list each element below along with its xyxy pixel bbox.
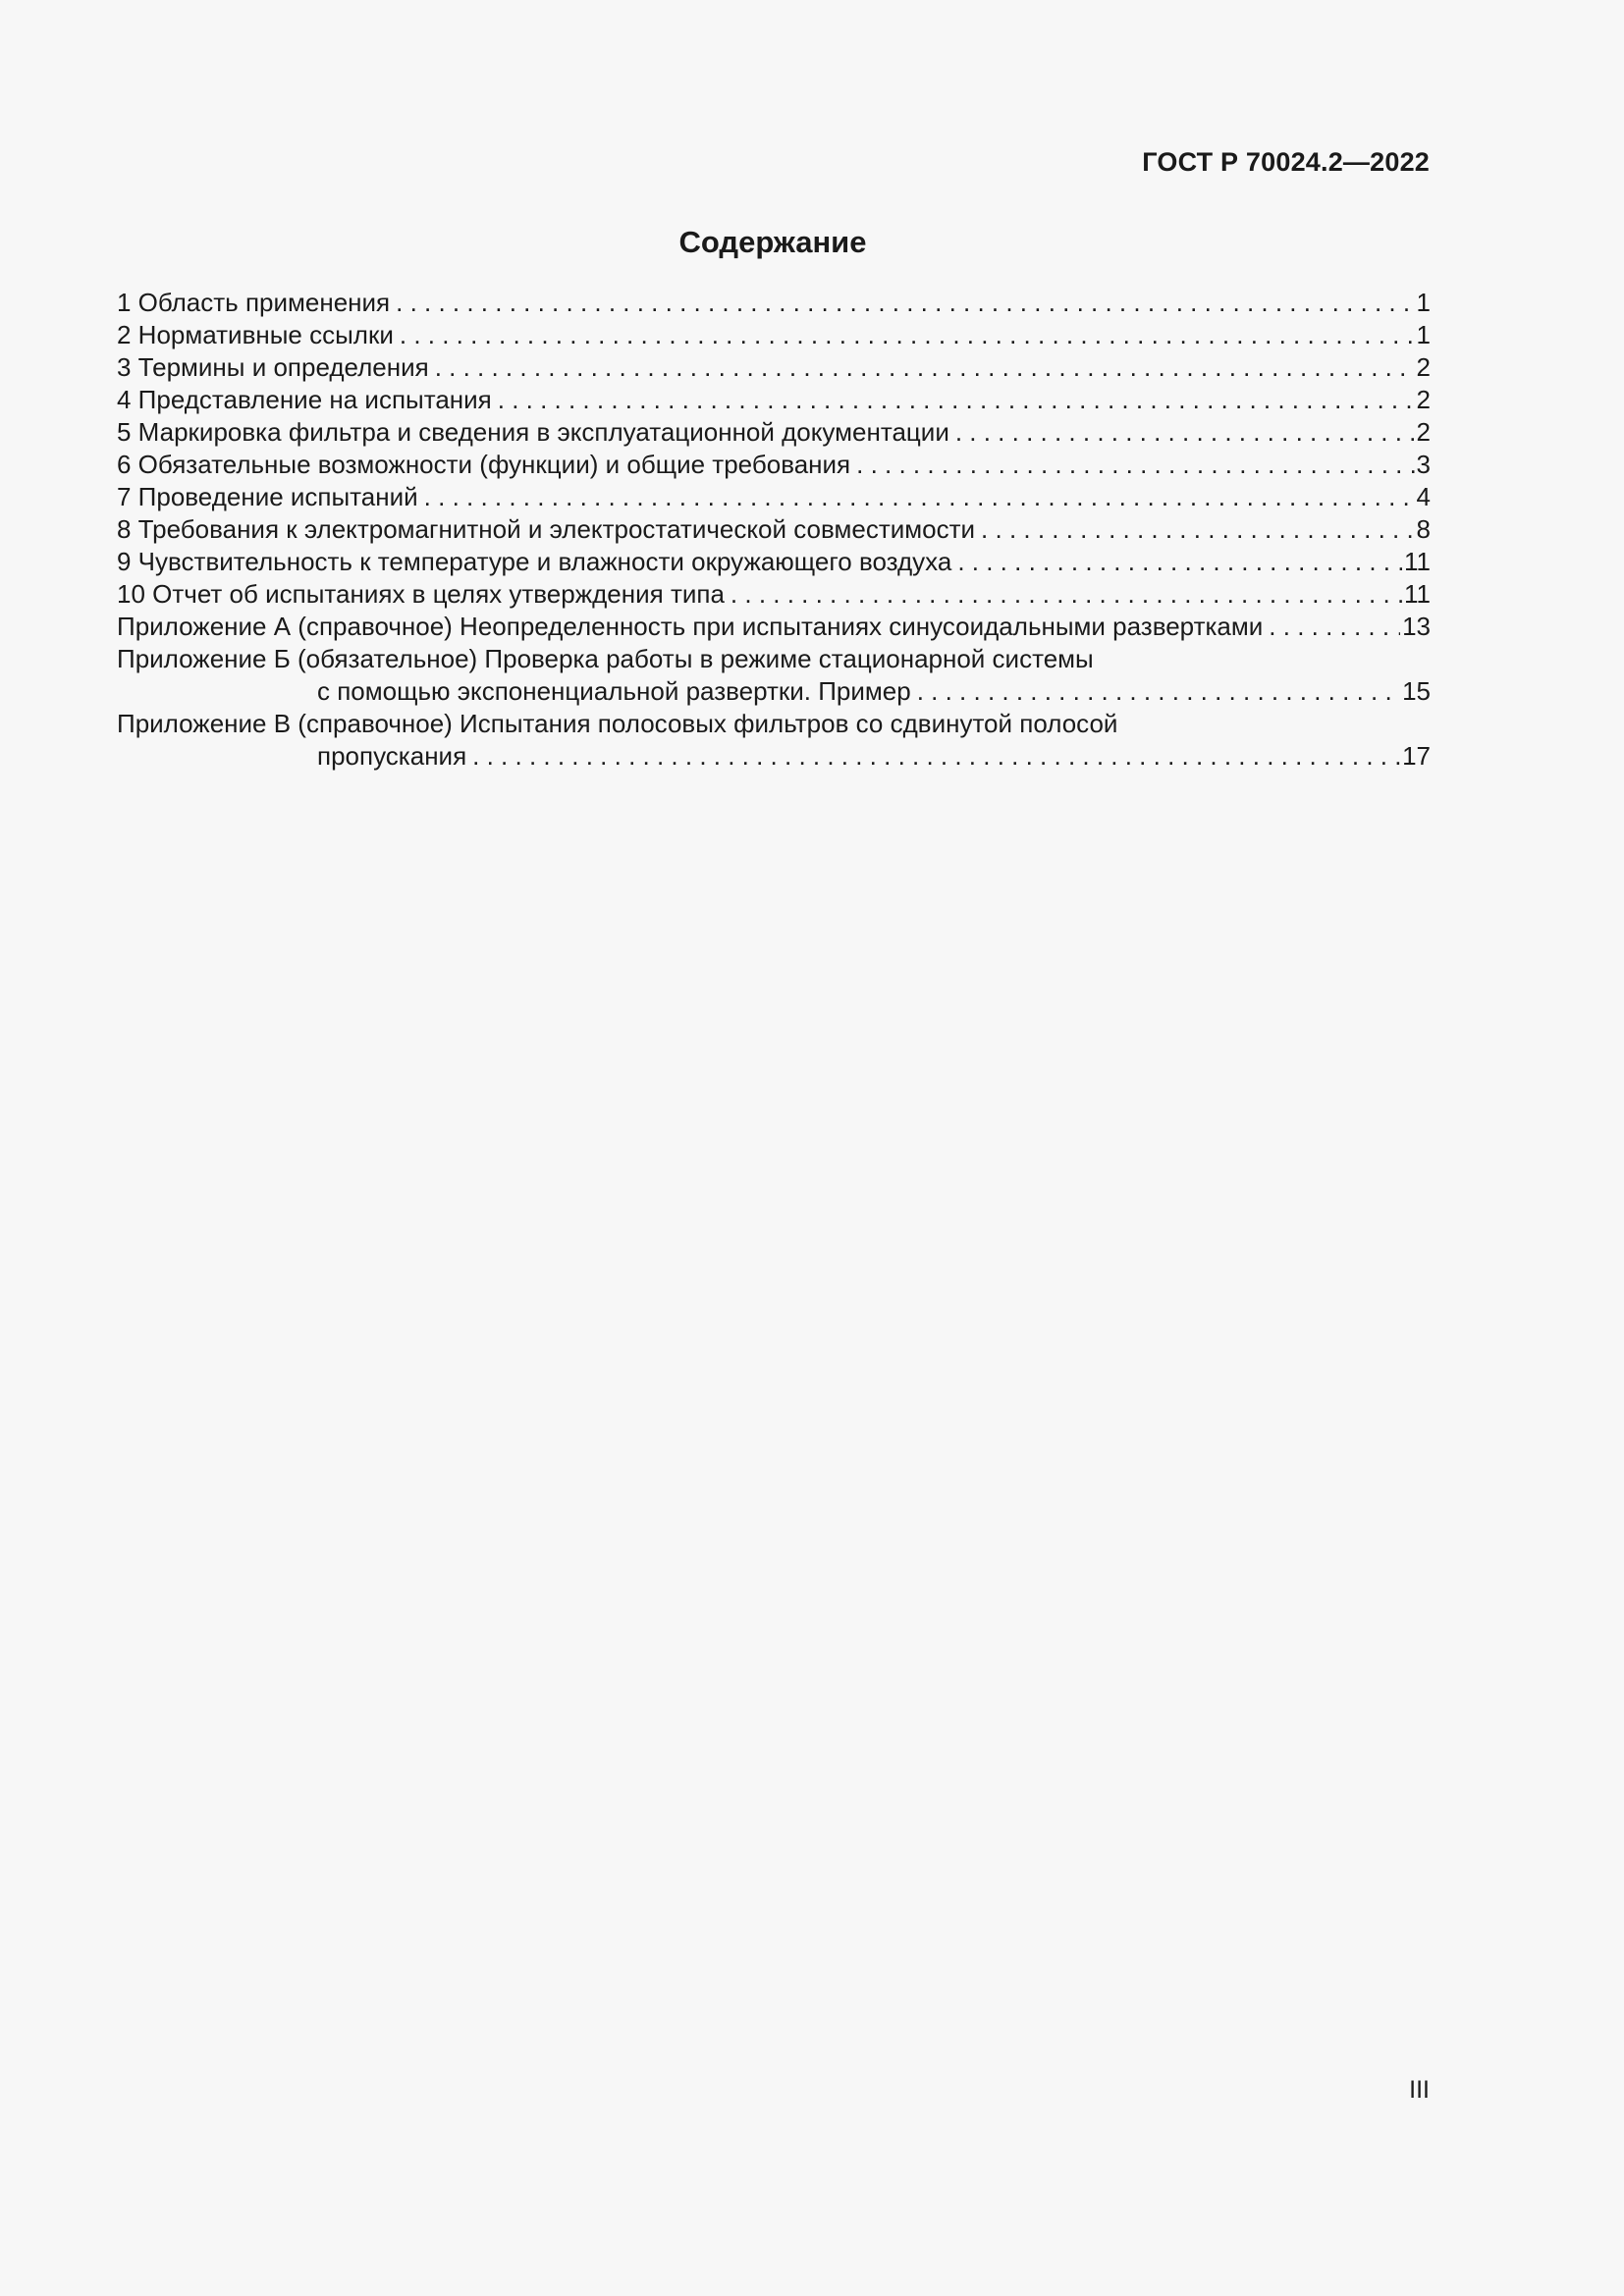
toc-page-number: 1 (1416, 288, 1431, 317)
toc-entry[interactable] (117, 287, 1431, 319)
toc-entry-text: 5 Маркировка фильтра и сведения в эксплуатационной документации (117, 417, 949, 447)
toc-entry-line (117, 578, 1431, 611)
toc-leader-dots (731, 578, 1402, 611)
toc-entry-text: 4 Представление на испытания (117, 385, 492, 414)
toc-title: Содержание (678, 225, 867, 259)
toc-leader-dots (957, 546, 1402, 578)
table-of-contents (117, 287, 1431, 773)
toc-page-number: 2 (1416, 352, 1431, 382)
toc-entry-text: 9 Чувствительность к температуре и влажности окружающего воздуха (117, 547, 952, 576)
toc-entry-line (117, 513, 1431, 546)
toc-entry[interactable] (117, 611, 1431, 643)
toc-page-number: 13 (1402, 612, 1431, 641)
toc-entry-line (117, 351, 1431, 384)
toc-entry-line (117, 287, 1431, 319)
toc-entry-text: Приложение А (справочное) Неопределенность при испытаниях синусоидальными развертками (117, 612, 1264, 641)
toc-page-number: 2 (1416, 417, 1431, 447)
toc-entry-line (117, 416, 1431, 449)
toc-entry-text: 6 Обязательные возможности (функции) и общие требования (117, 450, 851, 479)
toc-page-number: 4 (1416, 482, 1431, 511)
toc-entry-text: Приложение Б (обязательное) Проверка работы в режиме стационарной системы (117, 644, 1094, 673)
toc-entry[interactable] (117, 708, 1431, 773)
toc-entry-continuation (117, 740, 1431, 773)
toc-entry[interactable] (117, 351, 1431, 384)
toc-entry-text: с помощью экспоненциальной развертки. Пример (317, 676, 911, 706)
toc-leader-dots (981, 513, 1414, 546)
toc-page-number: 11 (1404, 547, 1431, 576)
toc-leader-dots (955, 416, 1415, 449)
toc-entry-line (117, 611, 1431, 643)
toc-leader-dots (435, 351, 1415, 384)
toc-leader-dots (917, 675, 1400, 708)
toc-entry-line (117, 481, 1431, 513)
toc-entry-text: 7 Проведение испытаний (117, 482, 418, 511)
toc-entry[interactable] (117, 416, 1431, 449)
document-code: ГОСТ Р 70024.2—2022 (1142, 147, 1430, 177)
toc-leader-dots (424, 481, 1415, 513)
toc-entry-text: 8 Требования к электромагнитной и электростатической совместимости (117, 514, 976, 544)
toc-entry-continuation (117, 675, 1431, 708)
toc-page-number: 17 (1402, 741, 1431, 771)
toc-page-number: 15 (1402, 676, 1431, 706)
toc-entry-text: пропускания (317, 741, 467, 771)
toc-page-number: 3 (1416, 450, 1431, 479)
toc-page-number: 2 (1416, 385, 1431, 414)
toc-leader-dots (400, 319, 1415, 351)
toc-entry[interactable] (117, 319, 1431, 351)
toc-entry-line (117, 384, 1431, 416)
toc-entry-line (117, 708, 1431, 740)
toc-leader-dots (498, 384, 1415, 416)
toc-page-number: 1 (1416, 320, 1431, 349)
toc-entry-line (117, 319, 1431, 351)
toc-entry[interactable] (117, 481, 1431, 513)
toc-entry-line (117, 449, 1431, 481)
toc-entry-text: 1 Область применения (117, 288, 391, 317)
toc-entry-text: Приложение В (справочное) Испытания полосовых фильтров со сдвинутой полосой (117, 709, 1118, 738)
page-number: III (1409, 2076, 1430, 2104)
toc-entry[interactable] (117, 546, 1431, 578)
toc-leader-dots (472, 740, 1400, 773)
toc-entry-line (117, 643, 1431, 675)
toc-entry[interactable] (117, 384, 1431, 416)
toc-entry-text: 3 Термины и определения (117, 352, 429, 382)
toc-leader-dots (396, 287, 1414, 319)
toc-entry[interactable] (117, 578, 1431, 611)
toc-entry-line (117, 546, 1431, 578)
toc-entry[interactable] (117, 449, 1431, 481)
toc-leader-dots (856, 449, 1414, 481)
toc-page-number: 8 (1416, 514, 1431, 544)
toc-page-number: 11 (1404, 579, 1431, 609)
toc-leader-dots (1269, 611, 1400, 643)
toc-entry[interactable] (117, 643, 1431, 708)
toc-entry[interactable] (117, 513, 1431, 546)
toc-entry-text: 10 Отчет об испытаниях в целях утверждения типа (117, 579, 725, 609)
toc-entry-text: 2 Нормативные ссылки (117, 320, 394, 349)
